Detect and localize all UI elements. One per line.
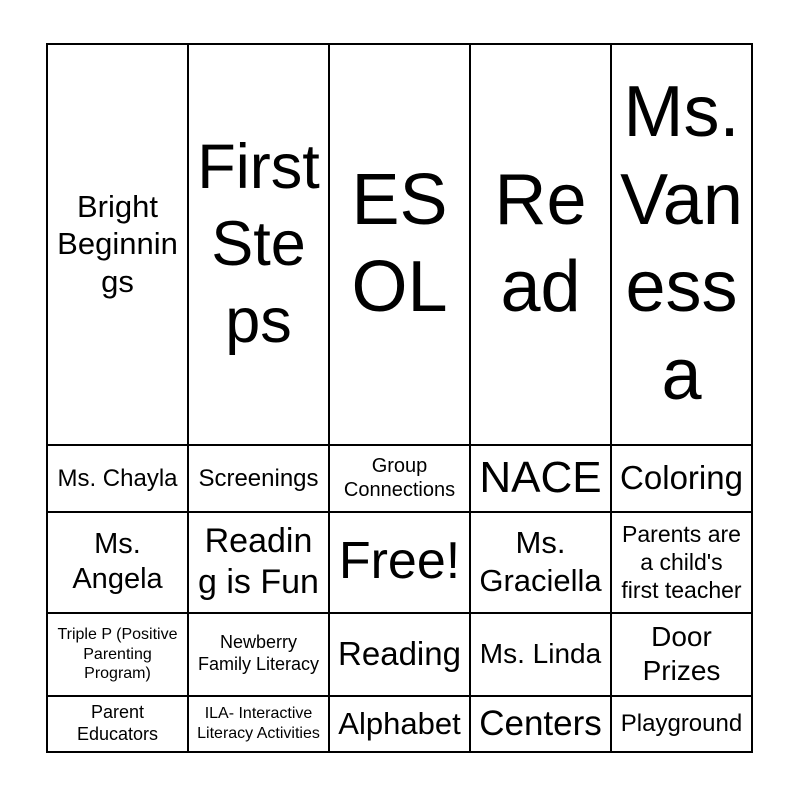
bingo-cell-r3c5[interactable] xyxy=(611,512,752,613)
bingo-cell-r1c2[interactable] xyxy=(188,44,329,445)
bingo-cell-free-space[interactable] xyxy=(329,512,470,613)
bingo-cell-r3c2[interactable] xyxy=(188,512,329,613)
bingo-cell-r5c3[interactable] xyxy=(329,696,470,752)
bingo-cell-r3c1[interactable] xyxy=(47,512,188,613)
bingo-cell-r5c2[interactable] xyxy=(188,696,329,752)
bingo-cell-r5c4[interactable] xyxy=(470,696,611,752)
bingo-cell-r4c1[interactable] xyxy=(47,613,188,696)
bingo-cell-label: Group Connections xyxy=(343,454,456,502)
bingo-cell-label: Ms. Linda xyxy=(479,638,602,670)
bingo-cell-label: First Steps xyxy=(197,132,320,356)
bingo-row-2 xyxy=(47,445,752,512)
bingo-cell-label: ESOL xyxy=(351,159,448,328)
bingo-cell-label: Reading is Fun xyxy=(198,521,319,602)
bingo-cell-r5c5[interactable] xyxy=(611,696,752,752)
bingo-cell-r1c5[interactable] xyxy=(611,44,752,445)
bingo-cell-label: Screenings xyxy=(198,464,319,492)
bingo-cell-r2c3[interactable] xyxy=(329,445,470,512)
bingo-cell-label: Ms. Chayla xyxy=(57,464,178,492)
bingo-cell-label: ILA- Interactive Literacy Activities xyxy=(197,705,320,742)
bingo-cell-label: Triple P (Positive Parenting Program) xyxy=(57,626,178,683)
bingo-cell-r4c4[interactable] xyxy=(470,613,611,696)
bingo-row-4 xyxy=(47,613,752,696)
bingo-cell-label: Parents are a child's first teacher xyxy=(621,521,742,604)
bingo-cell-r1c3[interactable] xyxy=(329,44,470,445)
bingo-cell-r5c1[interactable] xyxy=(47,696,188,752)
bingo-cell-label: Ms. Angela xyxy=(72,527,163,596)
bingo-cell-label: NACE xyxy=(479,453,602,503)
bingo-cell-label: Ms. Vanessa xyxy=(620,71,743,416)
bingo-cell-label: Free! xyxy=(338,532,461,591)
bingo-row-1 xyxy=(47,44,752,445)
bingo-row-5 xyxy=(47,696,752,752)
bingo-row-3 xyxy=(47,512,752,613)
bingo-cell-r2c4[interactable] xyxy=(470,445,611,512)
bingo-cell-label: Ms. Graciella xyxy=(479,525,602,599)
bingo-cell-label: Door Prizes xyxy=(642,621,721,687)
bingo-cell-label: Playground xyxy=(620,710,743,738)
bingo-cell-label: Bright Beginnings xyxy=(57,188,178,300)
bingo-cell-label: Alphabet xyxy=(338,706,461,742)
bingo-cell-r1c1[interactable] xyxy=(47,44,188,445)
bingo-cell-r4c3[interactable] xyxy=(329,613,470,696)
bingo-cell-r2c2[interactable] xyxy=(188,445,329,512)
bingo-cell-label: Coloring xyxy=(620,459,743,497)
bingo-cell-r3c4[interactable] xyxy=(470,512,611,613)
bingo-cell-r4c5[interactable] xyxy=(611,613,752,696)
bingo-cell-label: Reading xyxy=(338,635,461,673)
bingo-cell-label: Parent Educators xyxy=(76,702,159,744)
bingo-cell-label: Centers xyxy=(479,703,602,743)
bingo-cell-label: Newberry Family Literacy xyxy=(197,632,320,675)
bingo-cell-r2c5[interactable] xyxy=(611,445,752,512)
bingo-cell-r4c2[interactable] xyxy=(188,613,329,696)
bingo-cell-r2c1[interactable] xyxy=(47,445,188,512)
bingo-cell-label: Read xyxy=(494,159,587,328)
bingo-card xyxy=(46,43,753,753)
bingo-cell-r1c4[interactable] xyxy=(470,44,611,445)
bingo-card-body xyxy=(47,44,752,752)
